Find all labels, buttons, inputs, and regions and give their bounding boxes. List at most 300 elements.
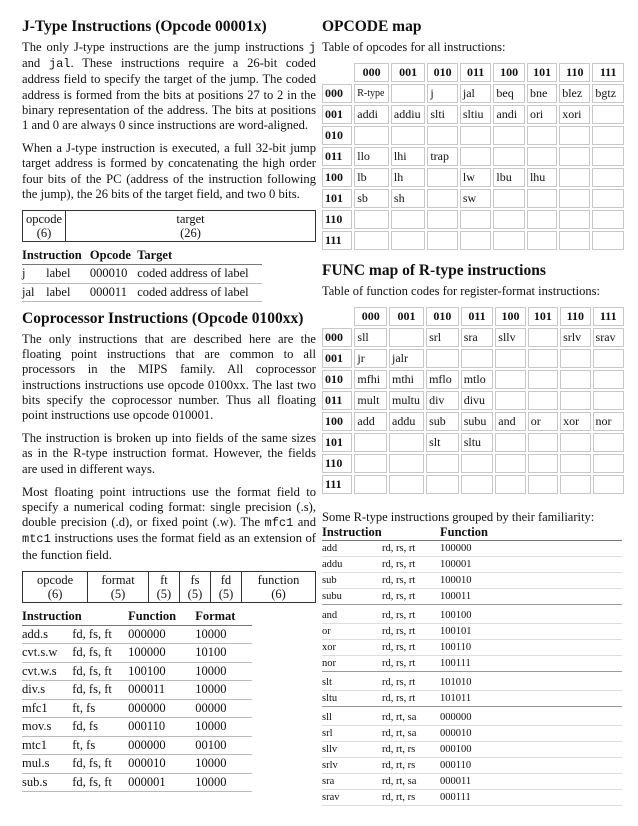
cell: rd, rt, sa	[382, 710, 440, 726]
opcode-map-table	[320, 61, 626, 252]
grid-cell	[391, 84, 425, 103]
cell: srav	[322, 790, 382, 806]
grid-cell	[592, 105, 624, 124]
cell: 00100	[195, 736, 252, 755]
grid-row-header: 100	[322, 412, 352, 431]
table-row	[22, 644, 252, 663]
grid-cell	[389, 475, 424, 494]
grid-cell: subu	[461, 412, 494, 431]
grid-cell	[427, 168, 458, 187]
grid-cell	[493, 126, 525, 145]
grid-cell: nor	[593, 412, 624, 431]
grid-cell	[560, 349, 590, 368]
grid-cell: jal	[460, 84, 492, 103]
table-row	[322, 726, 622, 742]
grid-row-header: 101	[322, 189, 352, 208]
cell: 101010	[440, 675, 622, 691]
grid-cell	[592, 168, 624, 187]
opcode-map-subtitle: Table of opcodes for all instructions:	[322, 40, 506, 54]
cell: jal	[22, 283, 46, 302]
cell: rd, rs, rt	[382, 557, 440, 573]
cell: rd, rt, sa	[382, 726, 440, 742]
opcode-map-heading: OPCODE map	[322, 18, 422, 35]
cell: div.s	[22, 681, 72, 700]
grid-col-header: 111	[593, 307, 624, 326]
jtype-paragraph-2: When a J-type instruction is executed, a full 32-bit jump target address is formed by concatenating the high order four bits of the PC (address of the instruction following the jump), the 26 bits of the target field, and two 0 bits.	[22, 141, 316, 201]
cell: rd, rs, rt	[382, 541, 440, 557]
grid-row-header: 000	[322, 84, 352, 103]
cell: 000011	[128, 681, 195, 700]
grid-cell	[559, 210, 590, 229]
table-row	[22, 681, 252, 700]
cell: 000011	[90, 283, 137, 302]
grid-cell: jalr	[389, 349, 424, 368]
grid-cell	[528, 349, 558, 368]
coproc-instruction-table	[22, 607, 252, 793]
grid-col-header: 000	[354, 307, 387, 326]
col-header: Opcode	[90, 246, 137, 265]
cell: coded address of label	[137, 283, 262, 302]
grid-cell	[559, 147, 590, 166]
grid-row	[322, 168, 624, 187]
table-row	[322, 624, 622, 640]
grid-cell	[592, 231, 624, 250]
field-opcode	[23, 211, 66, 242]
grid-cell: slt	[426, 433, 459, 452]
grid-row-header: 011	[322, 391, 352, 410]
grid-cell	[592, 126, 624, 145]
grid-cell: xor	[560, 412, 590, 431]
cell: subu	[322, 589, 382, 605]
grid-cell: addu	[389, 412, 424, 431]
cell: fd, fs, ft	[72, 625, 128, 644]
cell: rd, rt, rs	[382, 742, 440, 758]
grid-cell	[593, 475, 624, 494]
grid-cell: R-type	[354, 84, 389, 103]
familiar-table	[322, 525, 622, 806]
grid-cell: or	[528, 412, 558, 431]
grid-cell: sb	[354, 189, 389, 208]
cell: 100000	[128, 644, 195, 663]
grid-cell	[354, 210, 389, 229]
grid-cell	[528, 454, 558, 473]
coproc-paragraph-2: The instruction is broken up into fields of the same sizes as in the R-type instruction format. However, the fields are used in different ways.	[22, 431, 316, 476]
cell: cvt.w.s	[22, 662, 72, 681]
grid-cell: add	[354, 412, 387, 431]
grid-cell: srl	[426, 328, 459, 347]
grid-cell	[559, 231, 590, 250]
grid-row	[322, 475, 624, 494]
col-header: Format	[195, 607, 252, 626]
grid-cell	[389, 454, 424, 473]
coproc-field-layout	[22, 571, 316, 603]
grid-cell	[495, 475, 525, 494]
grid-col-header: 010	[427, 63, 458, 82]
table-row	[22, 283, 262, 302]
grid-row	[322, 433, 624, 452]
cell: mfc1	[22, 699, 72, 718]
grid-corner	[322, 63, 352, 82]
grid-cell	[493, 147, 525, 166]
col-header: Instruction	[322, 525, 440, 541]
table-row	[22, 699, 252, 718]
grid-cell: bgtz	[592, 84, 624, 103]
grid-row	[322, 126, 624, 145]
cell: 10100	[195, 644, 252, 663]
cell: label	[46, 265, 90, 284]
grid-header-row	[322, 307, 624, 326]
grid-cell	[461, 349, 494, 368]
grid-cell	[493, 189, 525, 208]
grid-cell	[427, 210, 458, 229]
grid-cell	[560, 475, 590, 494]
field-fs	[179, 571, 210, 602]
cell: and	[322, 608, 382, 624]
grid-cell: srlv	[560, 328, 590, 347]
grid-cell	[528, 328, 558, 347]
grid-cell: blez	[559, 84, 590, 103]
grid-cell	[495, 370, 525, 389]
cell: rd, rt, rs	[382, 758, 440, 774]
grid-cell	[527, 231, 557, 250]
cell: sra	[322, 774, 382, 790]
grid-col-header: 011	[461, 307, 494, 326]
field-function	[242, 571, 316, 602]
table-row	[322, 742, 622, 758]
cell: nor	[322, 656, 382, 672]
cell: ft, fs	[72, 736, 128, 755]
coproc-paragraph-3	[22, 485, 316, 563]
grid-cell	[495, 349, 525, 368]
grid-cell: sllv	[495, 328, 525, 347]
grid-cell	[559, 189, 590, 208]
grid-cell: lhi	[391, 147, 425, 166]
jtype-heading: J-Type Instructions (Opcode 00001x)	[22, 18, 267, 35]
grid-row-header: 010	[322, 126, 352, 145]
cell: sub.s	[22, 773, 72, 792]
grid-cell	[559, 168, 590, 187]
cell: fd, fs, ft	[72, 755, 128, 774]
text-run: Most floating point intructions use the format field to specify a numerical coding format: single precision (.s), double precision (.d), or fixed point (.w). The	[22, 484, 316, 530]
grid-cell	[495, 433, 525, 452]
table-row	[322, 790, 622, 806]
table-row	[322, 589, 622, 605]
grid-col-header: 001	[389, 307, 424, 326]
cell: 100100	[128, 662, 195, 681]
grid-cell	[460, 231, 492, 250]
grid-cell: addi	[354, 105, 389, 124]
table-row	[22, 265, 262, 284]
cell: fd, fs, ft	[72, 662, 128, 681]
grid-row-header: 111	[322, 475, 352, 494]
field-ft	[148, 571, 179, 602]
right-column	[322, 18, 626, 806]
field-name: opcode	[37, 572, 74, 587]
grid-cell: mflo	[426, 370, 459, 389]
grid-cell	[426, 349, 459, 368]
jtype-instruction-table	[22, 246, 262, 302]
grid-row-header: 110	[322, 210, 352, 229]
grid-cell	[427, 231, 458, 250]
grid-cell: jr	[354, 349, 387, 368]
grid-cell	[460, 126, 492, 145]
cell: ft, fs	[72, 699, 128, 718]
field-size: (5)	[156, 586, 172, 601]
grid-cell: lw	[460, 168, 492, 187]
cell: 000111	[440, 790, 622, 806]
table-row	[322, 710, 622, 726]
grid-col-header: 001	[391, 63, 425, 82]
cell: 100100	[440, 608, 622, 624]
grid-cell: lb	[354, 168, 389, 187]
grid-cell: sll	[354, 328, 387, 347]
grid-row	[322, 84, 624, 103]
grid-cell	[354, 231, 389, 250]
grid-cell	[593, 454, 624, 473]
cell: add	[322, 541, 382, 557]
grid-row	[322, 105, 624, 124]
table-row	[322, 691, 622, 707]
table-row	[322, 656, 622, 672]
field-size: (6)	[47, 586, 63, 601]
cell: 100011	[440, 589, 622, 605]
cell: 100010	[440, 573, 622, 589]
grid-cell	[391, 231, 425, 250]
cell: 000010	[128, 755, 195, 774]
cell: rd, rs, rt	[382, 656, 440, 672]
func-map-subtitle: Table of function codes for register-format instructions:	[322, 284, 600, 298]
grid-cell: mthi	[389, 370, 424, 389]
familiar-table-body	[322, 541, 622, 806]
cell: rd, rs, rt	[382, 624, 440, 640]
grid-cell	[559, 126, 590, 145]
cell: label	[46, 283, 90, 302]
col-header: Target	[137, 246, 262, 265]
cell: mtc1	[22, 736, 72, 755]
cell: 000011	[440, 774, 622, 790]
grid-cell: llo	[354, 147, 389, 166]
grid-cell: slti	[427, 105, 458, 124]
cell: rd, rs, rt	[382, 640, 440, 656]
cell: sub	[322, 573, 382, 589]
grid-col-header: 110	[560, 307, 590, 326]
cell: fd, fs, ft	[72, 644, 128, 663]
grid-row-header: 001	[322, 105, 352, 124]
field-name: fs	[190, 572, 200, 587]
grid-cell: sltu	[461, 433, 494, 452]
grid-cell	[527, 189, 557, 208]
cell: 10000	[195, 755, 252, 774]
grid-row	[322, 370, 624, 389]
grid-cell: divu	[461, 391, 494, 410]
grid-col-header: 111	[592, 63, 624, 82]
field-size: (26)	[180, 226, 201, 241]
coproc-paragraph-1: The only instructions that are described here are the floating point instructions that are common to all processors in the MIPS family. All coprocessor instructions instructions use opcode 0100xx. The last two bits specify the coprocessor number. Thus all floating point instructions use opcode 010001.	[22, 332, 316, 423]
cell: 000010	[90, 265, 137, 284]
grid-cell: xori	[559, 105, 590, 124]
cell: 10000	[195, 625, 252, 644]
grid-cell	[354, 433, 387, 452]
field-target	[66, 211, 316, 242]
cell: fd, fs	[72, 718, 128, 737]
field-name: function	[257, 572, 300, 587]
code-mtc1: mtc1	[22, 532, 51, 547]
grid-cell: mfhi	[354, 370, 387, 389]
cell: sll	[322, 710, 382, 726]
grid-cell	[495, 391, 525, 410]
grid-cell	[528, 433, 558, 452]
grid-cell	[592, 210, 624, 229]
left-column	[22, 18, 316, 792]
grid-cell	[560, 454, 590, 473]
grid-cell: div	[426, 391, 459, 410]
grid-cell	[493, 231, 525, 250]
grid-cell	[593, 370, 624, 389]
grid-cell: j	[427, 84, 458, 103]
field-size: (6)	[36, 226, 52, 241]
table-row	[22, 736, 252, 755]
familiar-subtitle: Some R-type instructions grouped by their familiarity:	[322, 510, 595, 524]
grid-cell: bne	[527, 84, 557, 103]
grid-col-header: 100	[495, 307, 525, 326]
cell: rd, rs, rt	[382, 589, 440, 605]
grid-col-header: 100	[493, 63, 525, 82]
grid-cell	[527, 210, 557, 229]
text-run: and	[293, 515, 316, 530]
cell: 000001	[128, 773, 195, 792]
func-map-table	[320, 305, 626, 496]
grid-cell	[528, 475, 558, 494]
grid-cell	[560, 433, 590, 452]
cell: rd, rs, rt	[382, 691, 440, 707]
col-header: Instruction	[22, 246, 90, 265]
grid-cell: sw	[460, 189, 492, 208]
cell: 000110	[128, 718, 195, 737]
grid-cell	[493, 210, 525, 229]
grid-cell	[460, 147, 492, 166]
field-size: (5)	[218, 586, 234, 601]
grid-cell: addiu	[391, 105, 425, 124]
grid-cell	[461, 454, 494, 473]
grid-row	[322, 147, 624, 166]
grid-cell: srav	[593, 328, 624, 347]
table-row	[322, 573, 622, 589]
cell: 000000	[128, 699, 195, 718]
grid-cell: sra	[461, 328, 494, 347]
grid-cell	[427, 189, 458, 208]
grid-cell: sltiu	[460, 105, 492, 124]
grid-row-header: 110	[322, 454, 352, 473]
cell: sltu	[322, 691, 382, 707]
code-j: j	[308, 41, 316, 55]
grid-row-header: 001	[322, 349, 352, 368]
table-row	[322, 774, 622, 790]
cell: mul.s	[22, 755, 72, 774]
grid-cell	[354, 475, 387, 494]
grid-cell: trap	[427, 147, 458, 166]
cell: 100000	[440, 541, 622, 557]
coproc-heading: Coprocessor Instructions (Opcode 0100xx)	[22, 310, 304, 328]
grid-cell	[560, 391, 590, 410]
grid-cell: lbu	[493, 168, 525, 187]
cell: xor	[322, 640, 382, 656]
field-name: opcode	[25, 212, 63, 227]
grid-corner	[322, 307, 352, 326]
grid-cell: sh	[391, 189, 425, 208]
field-opcode	[23, 571, 88, 602]
grid-cell	[354, 126, 389, 145]
cell: rd, rt, sa	[382, 774, 440, 790]
grid-cell	[593, 391, 624, 410]
grid-cell: lh	[391, 168, 425, 187]
grid-row	[322, 328, 624, 347]
cell: slt	[322, 675, 382, 691]
text-run: . These instructions require a 26-bit coded address field to specify the target of the jump. The coded address is formed from the bits at positions 27 to 2 in the binary representation of the address. The bits at positions 1 and 0 are always 0 since instructions are word-aligned.	[22, 56, 316, 133]
grid-col-header: 110	[559, 63, 590, 82]
cell: 101011	[440, 691, 622, 707]
cell: addu	[322, 557, 382, 573]
field-size: (5)	[187, 586, 203, 601]
cell: srl	[322, 726, 382, 742]
table-row	[22, 718, 252, 737]
grid-cell	[592, 189, 624, 208]
cell: rd, rs, rt	[382, 573, 440, 589]
cell: 10000	[195, 662, 252, 681]
cell: 000000	[128, 736, 195, 755]
field-name: format	[101, 572, 135, 587]
grid-cell	[427, 126, 458, 145]
field-size: (5)	[110, 586, 126, 601]
grid-row	[322, 189, 624, 208]
table-row	[322, 608, 622, 624]
grid-row	[322, 349, 624, 368]
grid-row-header: 011	[322, 147, 352, 166]
cell: add.s	[22, 625, 72, 644]
col-header: Function	[128, 607, 195, 626]
cell: mov.s	[22, 718, 72, 737]
field-name: ft	[160, 572, 168, 587]
grid-row-header: 000	[322, 328, 352, 347]
grid-row	[322, 391, 624, 410]
cell: 10000	[195, 718, 252, 737]
table-row	[322, 557, 622, 573]
grid-cell	[391, 210, 425, 229]
field-format	[88, 571, 149, 602]
grid-cell	[527, 147, 557, 166]
col-header: Instruction	[22, 607, 128, 626]
jtype-field-layout	[22, 210, 316, 242]
cell: cvt.s.w	[22, 644, 72, 663]
grid-col-header: 101	[528, 307, 558, 326]
grid-cell	[560, 370, 590, 389]
grid-cell: beq	[493, 84, 525, 103]
grid-cell: andi	[493, 105, 525, 124]
text-run: The only J-type instructions are the jump instructions	[22, 40, 309, 54]
cell: 100101	[440, 624, 622, 640]
text-run: and	[22, 56, 49, 71]
grid-cell	[593, 349, 624, 368]
grid-row	[322, 454, 624, 473]
cell: 10000	[195, 773, 252, 792]
grid-cell: lhu	[527, 168, 557, 187]
cell: 000010	[440, 726, 622, 742]
cell: 100001	[440, 557, 622, 573]
grid-col-header: 011	[460, 63, 492, 82]
grid-cell: mult	[354, 391, 387, 410]
cell: or	[322, 624, 382, 640]
grid-cell	[495, 454, 525, 473]
table-row	[322, 640, 622, 656]
